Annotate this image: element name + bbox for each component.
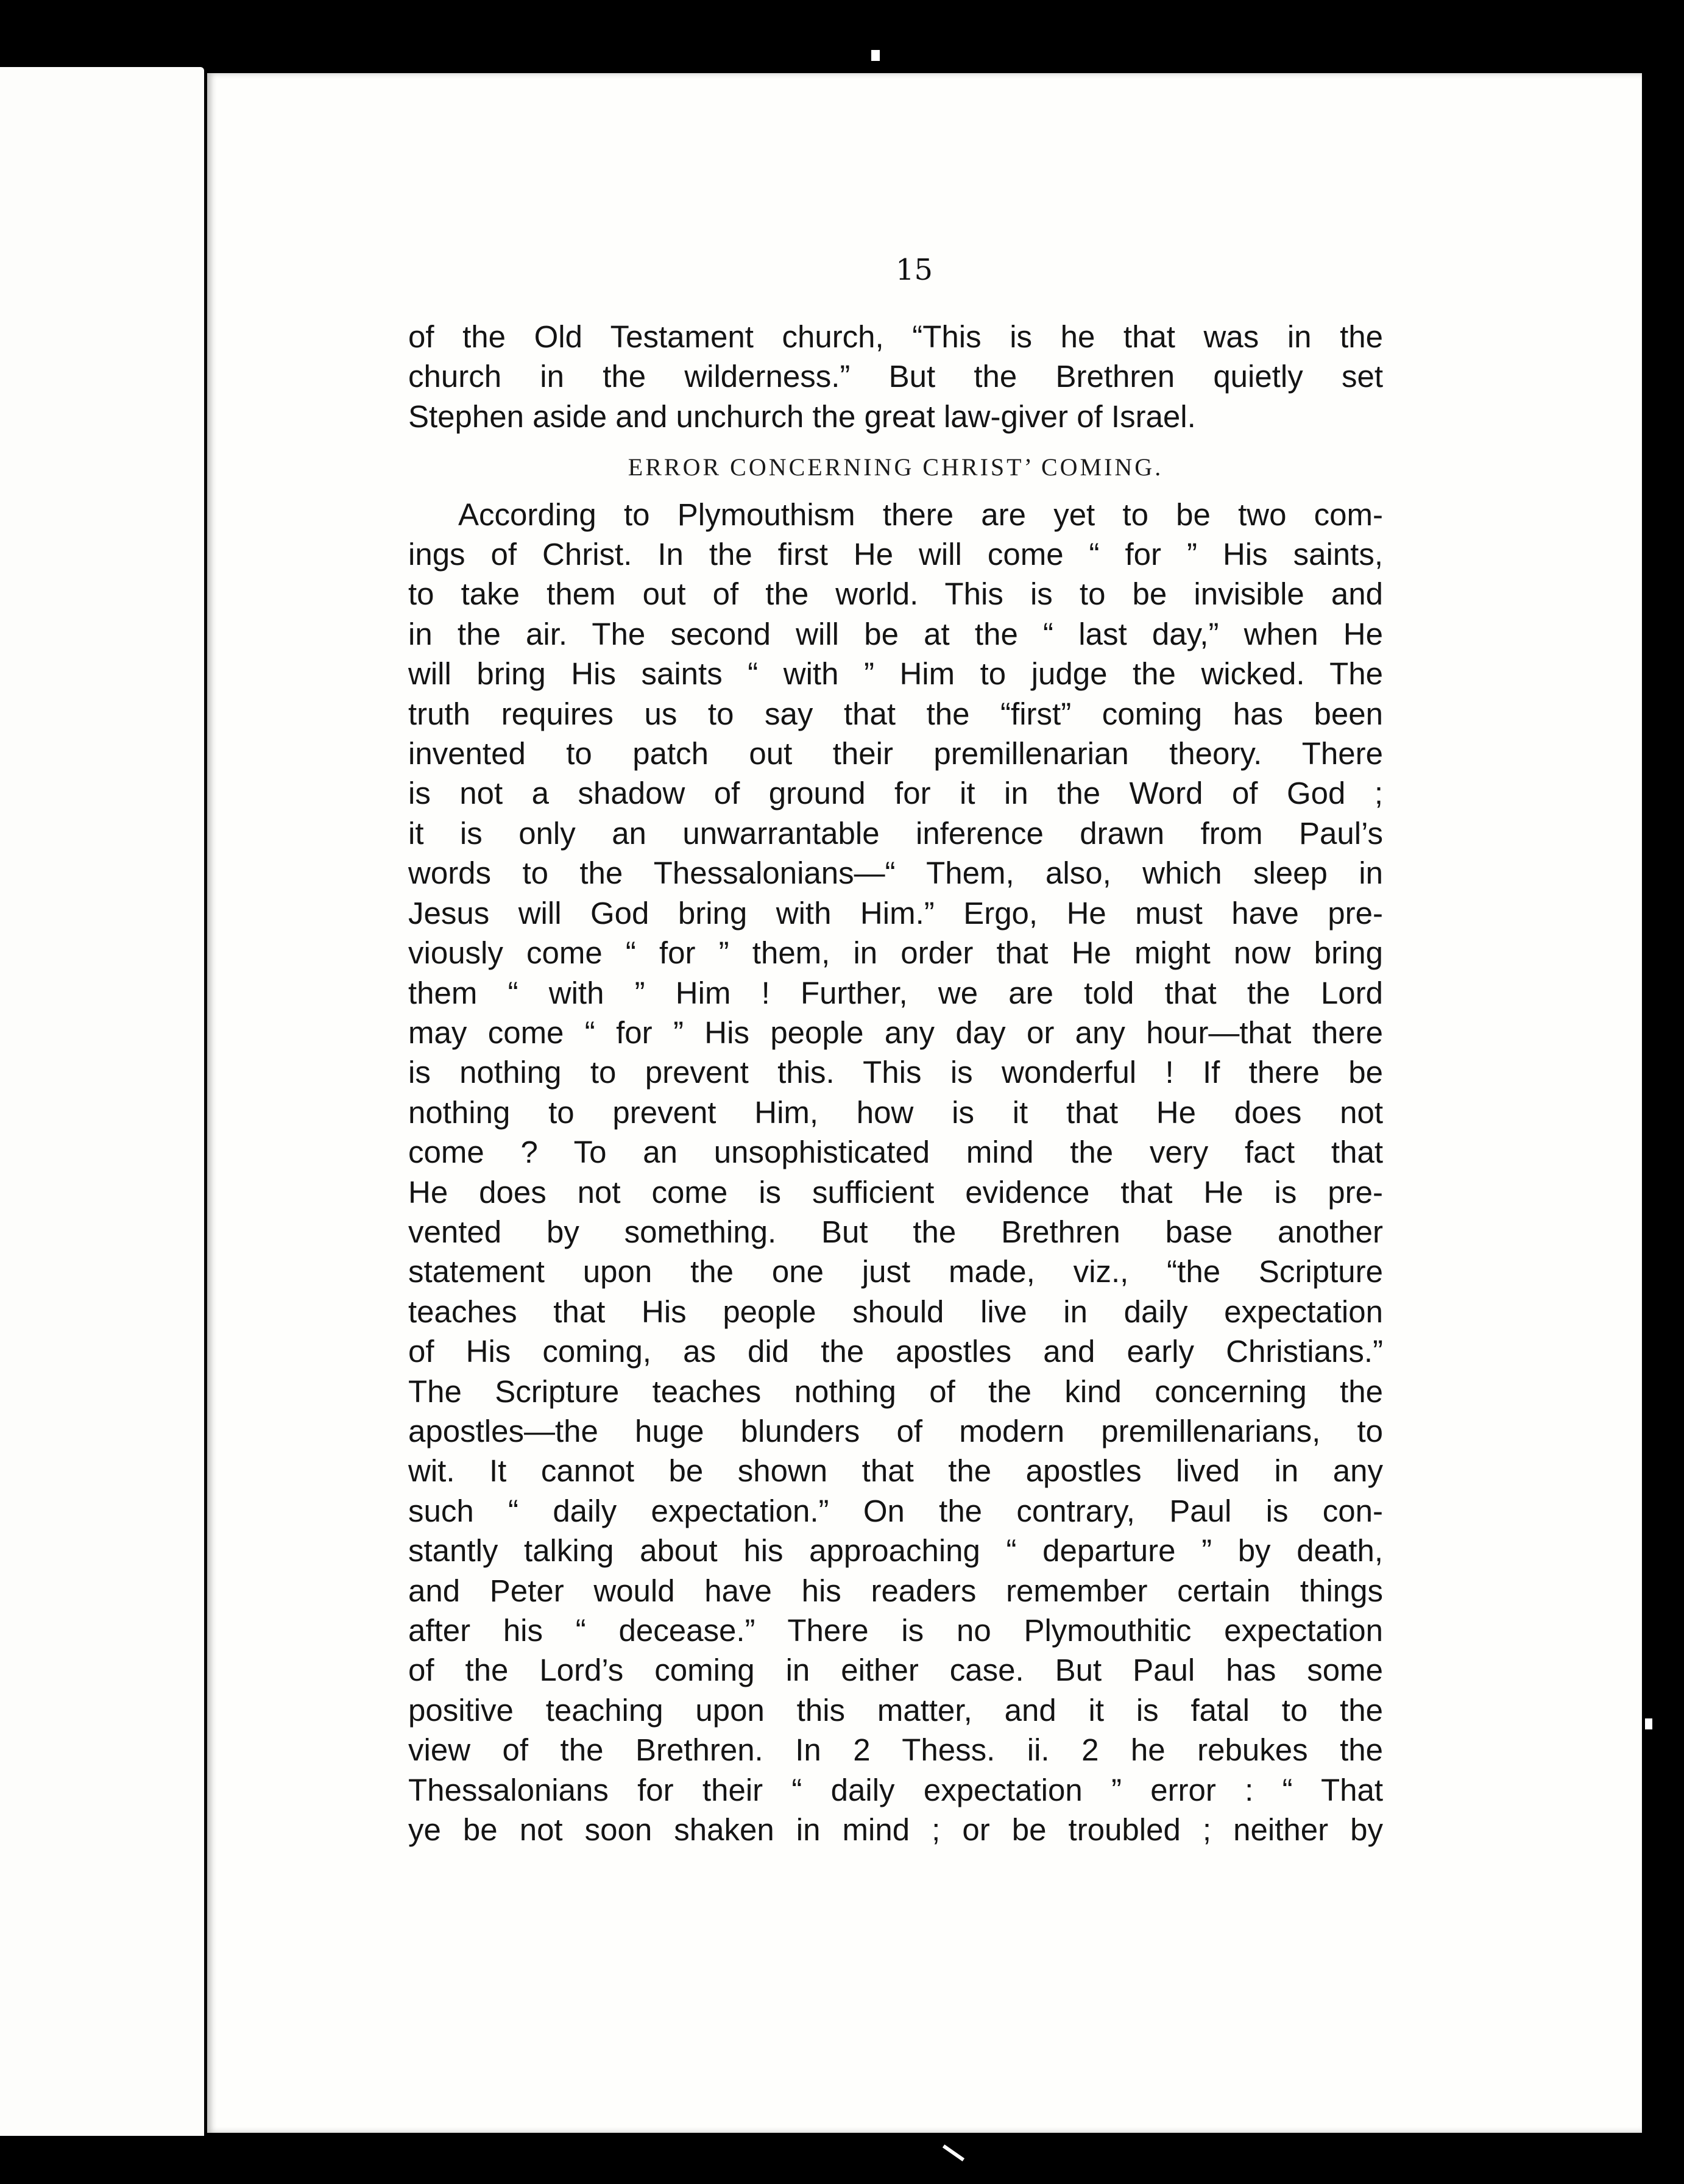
text-line: ings of Christ. In the first He will come “ for ” His saints,	[408, 537, 1383, 572]
text-line: apostles—the huge blunders of modern premillenarians, to	[408, 1413, 1383, 1448]
facing-page-left	[0, 67, 204, 2136]
text-line: Stephen aside and unchurch the great law-giver of Israel.	[408, 399, 1196, 434]
paragraph-1	[408, 317, 1383, 436]
text-line: come ? To an unsophisticated mind the very fact that	[408, 1135, 1383, 1170]
text-line: will bring His saints “ with ” Him to judge the wicked. The	[408, 656, 1383, 692]
text-line: such “ daily expectation.” On the contrary, Paul is con-	[408, 1493, 1383, 1528]
paragraph-2	[408, 495, 1383, 1850]
text-line: Jesus will God bring with Him.” Ergo, He must have pre-	[408, 895, 1383, 931]
text-line: them “ with ” Him ! Further, we are told that the Lord	[408, 975, 1383, 1010]
text-line: positive teaching upon this matter, and it is fatal to the	[408, 1692, 1383, 1728]
text-line: stantly talking about his approaching “ departure ” by death,	[408, 1533, 1383, 1569]
text-line: of the Lord’s coming in either case. But Paul has some	[408, 1653, 1383, 1688]
text-line: He does not come is sufficient evidence that He is pre-	[408, 1174, 1383, 1210]
text-line: words to the Thessalonians—“ Them, also, which sleep in	[408, 856, 1383, 891]
scan-speck	[871, 50, 880, 61]
text-line: view of the Brethren. In 2 Thess. ii. 2 he rebukes the	[408, 1732, 1383, 1768]
text-line: of the Old Testament church, “This is he that was in the	[408, 319, 1383, 354]
page-body	[408, 317, 1383, 1849]
text-line: to take them out of the world. This is to be invisible and	[408, 576, 1383, 612]
scan-speck	[943, 2144, 964, 2161]
text-line: nothing to prevent Him, how is it that He does not	[408, 1094, 1383, 1130]
text-line: invented to patch out their premillenarian theory. There	[408, 736, 1383, 771]
text-line: Thessalonians for their “ daily expectation ” error : “ That	[408, 1772, 1383, 1807]
text-line: church in the wilderness.” But the Brethren quietly set	[408, 359, 1383, 394]
text-line: of His coming, as did the apostles and early Christians.”	[408, 1334, 1383, 1369]
scan-speck	[1645, 1718, 1652, 1729]
text-line: vented by something. But the Brethren base another	[408, 1214, 1383, 1249]
text-line: wit. It cannot be shown that the apostles lived in any	[408, 1453, 1383, 1489]
text-line: statement upon the one just made, viz., “the Scripture	[408, 1254, 1383, 1289]
text-line: viously come “ for ” them, in order that He might now bring	[408, 935, 1383, 971]
text-line: it is only an unwarrantable inference drawn from Paul’s	[408, 815, 1383, 851]
text-line: after his “ decease.” There is no Plymouthitic expectation	[408, 1613, 1383, 1648]
text-line: truth requires us to say that the “first” coming has been	[408, 696, 1383, 731]
text-line: teaches that His people should live in daily expectation	[408, 1294, 1383, 1329]
text-line: is nothing to prevent this. This is wonderful ! If there be	[408, 1055, 1383, 1090]
text-line: According to Plymouthism there are yet to be two com-	[458, 497, 1383, 532]
text-line: may come “ for ” His people any day or any hour—that there	[408, 1015, 1383, 1050]
text-line: in the air. The second will be at the “ last day,” when He	[408, 616, 1383, 651]
page-number: 15	[896, 253, 933, 287]
text-line: is not a shadow of ground for it in the Word of God ;	[408, 776, 1383, 811]
section-heading: ERROR CONCERNING CHRIST’ COMING.	[628, 453, 1164, 481]
text-line: The Scripture teaches nothing of the kind concerning the	[408, 1374, 1383, 1409]
text-line: ye be not soon shaken in mind ; or be troubled ; neither by	[408, 1812, 1383, 1848]
text-line: and Peter would have his readers remember certain things	[408, 1573, 1383, 1608]
